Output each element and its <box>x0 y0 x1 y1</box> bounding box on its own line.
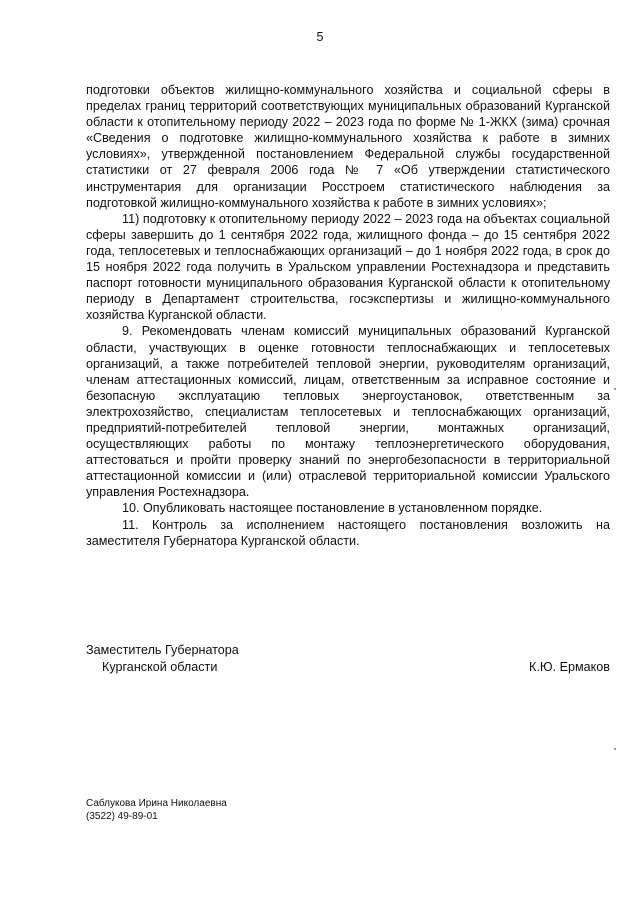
executor-phone: (3522) 49-89-01 <box>86 811 158 822</box>
paragraph-item-11-control: 11. Контроль за исполнением настоящего постановления возложить на заместителя Губернатора Курганской области. <box>86 517 610 548</box>
scan-speck <box>614 748 616 750</box>
page-number: 5 <box>316 30 324 44</box>
signatory-region: Курганской области <box>102 659 218 674</box>
scan-speck <box>614 388 616 390</box>
paragraph-item-11-heating: 11) подготовку к отопительному периоду 2022 – 2023 года на объектах социальной сферы завершить до 1 сентября 2022 года, жилищного фонда – до 15 сентября 2022 года, теплосетевых и теплоснабжающих организаций – до 1 ноября 2022 года, в срок до 15 ноября 2022 года получить в Уральском управлении Ростехнадзора и представить паспорт готовности муниципального образования Курганской области к отопительному периоду в Департамент строительства, госэкспертизы и жилищно-коммунального хозяйства Курганской области. <box>86 211 610 323</box>
signatory-name: К.Ю. Ермаков <box>529 659 610 674</box>
document-body <box>86 82 610 549</box>
paragraph-item-10-publish: 10. Опубликовать настоящее постановление в установленном порядке. <box>122 501 543 516</box>
executor-info <box>86 797 227 823</box>
paragraph-item-9-recommend: 9. Рекомендовать членам комиссий муниципальных образований Курганской области, участвующих в оценке готовности теплоснабжающих и теплосетевых организаций, а также потребителей тепловой энергии, руководителям организаций, членам аттестационных комиссий, лицам, ответственным за исправное состояние и безопасную эксплуатацию тепловых энергоустановок, ответственным за электрохозяйство, специалистам теплосетевых и теплоснабжающих организаций, предприятий-потребителей тепловой энергии, монтажных организаций, осуществляющих работы по монтажу теплоэнергетического оборудования, аттестоваться и пройти проверку знаний по энергобезопасности в территориальной аттестационной комиссии и (или) отраслевой территориальной комиссии Уральского управления Ростехнадзора. <box>86 324 610 500</box>
executor-name: Саблукова Ирина Николаевна <box>86 798 227 809</box>
paragraph-continuation: подготовки объектов жилищно-коммунального хозяйства и социальной сферы в пределах границ территорий соответствующих муниципальных образований Курганской области к отопительному периоду 2022 – 2023 года по форме № 1-ЖКХ (зима) срочная «Сведения о подготовке жилищно-коммунального хозяйства к работе в зимних условиях», утвержденной постановлением Федеральной службы государственной статистики от 27 февраля 2006 года № 7 «Об утверждении статистического инструментария для организации Росстроем статистического наблюдения за подготовкой жилищно-коммунального хозяйства к работе в зимних условиях»; <box>86 83 610 210</box>
signature-block <box>86 642 610 675</box>
signatory-position: Заместитель Губернатора <box>86 643 239 657</box>
